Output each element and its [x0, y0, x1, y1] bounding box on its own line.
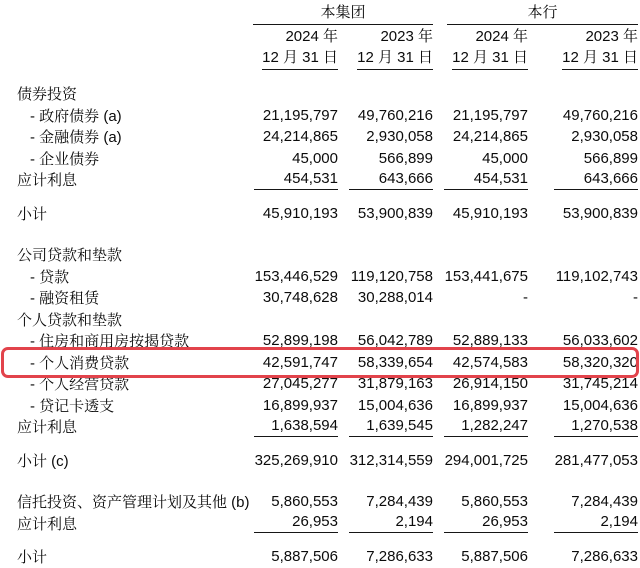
col-header-date-bank-2024: 12 月 31 日 [433, 46, 528, 70]
col-header-date-bank-2023: 12 月 31 日 [528, 46, 638, 70]
row-credit-card-overdrafts [0, 395, 640, 417]
value-cell: 56,033,602 [562, 332, 638, 350]
value-cell: 2,930,058 [571, 128, 638, 146]
row-accrued-interest-loans [0, 416, 640, 438]
underlined-value: 2,194 [349, 513, 433, 533]
row-accrued-interest-bonds [0, 169, 640, 191]
value-cell [433, 417, 528, 437]
value-cell: 45,000 [292, 149, 338, 167]
underlined-value: 2,194 [554, 513, 638, 533]
value-cell: 5,860,553 [461, 493, 528, 511]
value-cell: 58,320,320 [562, 353, 638, 371]
value-cell: 21,195,797 [262, 106, 338, 124]
row-label: - 住房和商用房按揭贷款 [30, 333, 190, 351]
group-header-the-group: 本集团 [253, 1, 433, 25]
col-header-year-group-2024: 2024 年 [285, 28, 338, 45]
value-cell: 49,760,216 [562, 106, 638, 124]
row-spacer [0, 191, 640, 203]
value-cell [528, 417, 638, 437]
value-cell [338, 170, 433, 190]
row-finance-leases [0, 287, 640, 309]
value-cell [338, 417, 433, 437]
value-cell: 119,102,743 [555, 267, 638, 285]
col-header-date-group-2023: 12 月 31 日 [338, 46, 433, 70]
underlined-value: 1,638,594 [254, 417, 338, 437]
row-label: 信托投资、资产管理计划及其他 (b) [17, 494, 250, 512]
value-cell: 52,889,133 [452, 332, 528, 350]
value-cell [338, 513, 433, 533]
row-label: 应计利息 [17, 419, 78, 437]
section-personal-loans [0, 309, 640, 331]
underlined-value: 454,531 [254, 170, 338, 190]
value-cell: 16,899,937 [262, 396, 338, 414]
value-cell: 281,477,053 [554, 451, 638, 469]
value-cell: 31,745,214 [562, 375, 638, 393]
row-government-bonds [0, 105, 640, 127]
row-label: - 贷款 [30, 268, 70, 286]
value-cell [433, 170, 528, 190]
value-cell: 45,000 [482, 149, 528, 167]
row-label: - 个人经营贷款 [30, 376, 130, 394]
value-cell: 26,914,150 [452, 375, 528, 393]
value-cell: 24,214,865 [262, 128, 338, 146]
row-label: 小计 [17, 205, 48, 223]
row-spacer [0, 471, 640, 491]
value-cell: 45,910,193 [452, 204, 528, 222]
row-loans [0, 266, 640, 288]
col-header-date-group-2024: 12 月 31 日 [244, 46, 338, 70]
col-header-year-bank-2023: 2023 年 [585, 28, 638, 45]
value-cell: 45,910,193 [262, 204, 338, 222]
row-spacer [0, 224, 640, 244]
value-cell: 49,760,216 [357, 106, 433, 124]
row-subtotal-loans [0, 450, 640, 472]
value-cell [244, 170, 338, 190]
row-label: 债券投资 [17, 86, 78, 104]
row-label: 应计利息 [17, 172, 78, 190]
underlined-value: 1,282,247 [444, 417, 528, 437]
col-header-year-group-2023: 2023 年 [380, 28, 433, 45]
value-cell: - [633, 289, 638, 307]
underlined-value: 643,666 [554, 170, 638, 190]
value-cell: - [523, 289, 528, 307]
value-cell: 325,269,910 [254, 451, 338, 469]
row-label: - 政府债券 (a) [30, 107, 122, 125]
value-cell: 566,899 [378, 149, 433, 167]
row-label: 小计 (c) [17, 452, 69, 470]
underlined-value: 26,953 [444, 513, 528, 533]
value-cell: 153,446,529 [254, 267, 338, 285]
value-cell: 15,004,636 [562, 396, 638, 414]
section-corporate-loans [0, 244, 640, 266]
value-cell: 58,339,654 [357, 353, 433, 371]
row-subtotal-trust [0, 546, 640, 568]
table-body [0, 83, 640, 568]
value-cell: 42,591,747 [262, 353, 338, 371]
value-cell: 30,748,628 [262, 289, 338, 307]
value-cell: 52,899,198 [262, 332, 338, 350]
value-cell: 30,288,014 [357, 289, 433, 307]
row-personal-consumer-loans [0, 352, 640, 374]
group-header-the-bank: 本行 [447, 1, 638, 25]
value-cell: 153,441,675 [444, 267, 528, 285]
row-label: 小计 [17, 549, 48, 567]
value-cell: 56,042,789 [357, 332, 433, 350]
row-label: - 企业债券 [30, 150, 100, 168]
row-label: 公司贷款和垫款 [17, 247, 123, 265]
value-cell: 7,286,633 [571, 548, 638, 566]
row-label: - 个人消费贷款 [30, 354, 130, 372]
underlined-value: 643,666 [349, 170, 433, 190]
underlined-value: 454,531 [444, 170, 528, 190]
value-cell: 294,001,725 [444, 451, 528, 469]
row-label: - 金融债券 (a) [30, 129, 122, 147]
value-cell: 7,286,633 [366, 548, 433, 566]
value-cell [433, 513, 528, 533]
value-cell: 53,900,839 [357, 204, 433, 222]
row-label: 应计利息 [17, 515, 78, 533]
value-cell: 2,930,058 [366, 128, 433, 146]
value-cell: 31,879,163 [357, 375, 433, 393]
value-cell: 7,284,439 [571, 493, 638, 511]
group-header-row [0, 4, 640, 25]
value-cell [244, 513, 338, 533]
row-subtotal-bonds [0, 203, 640, 225]
underlined-value: 26,953 [254, 513, 338, 533]
row-spacer [0, 438, 640, 450]
row-mortgage-loans [0, 330, 640, 352]
year-header-row [0, 25, 640, 46]
value-cell: 7,284,439 [366, 493, 433, 511]
underlined-value: 1,639,545 [349, 417, 433, 437]
row-label: - 贷记卡透支 [30, 397, 115, 415]
value-cell: 24,214,865 [452, 128, 528, 146]
row-spacer [0, 534, 640, 546]
value-cell: 16,899,937 [452, 396, 528, 414]
value-cell: 21,195,797 [452, 106, 528, 124]
value-cell: 119,120,758 [350, 267, 433, 285]
value-cell [528, 513, 638, 533]
header-gap [0, 70, 640, 83]
row-personal-business-loans [0, 373, 640, 395]
value-cell: 5,887,506 [271, 548, 338, 566]
row-label: 个人贷款和垫款 [17, 311, 123, 329]
value-cell [528, 170, 638, 190]
value-cell: 312,314,559 [349, 451, 433, 469]
value-cell: 15,004,636 [357, 396, 433, 414]
value-cell: 42,574,583 [452, 353, 528, 371]
underlined-value: 1,270,538 [554, 417, 638, 437]
section-bond-investments [0, 83, 640, 105]
value-cell: 566,899 [583, 149, 638, 167]
row-label: - 融资租赁 [30, 290, 100, 308]
value-cell [244, 417, 338, 437]
row-financial-bonds [0, 126, 640, 148]
value-cell: 53,900,839 [562, 204, 638, 222]
row-accrued-interest-trust [0, 513, 640, 535]
row-trust-investments [0, 491, 640, 513]
value-cell: 27,045,277 [262, 375, 338, 393]
value-cell: 5,860,553 [271, 493, 338, 511]
row-corporate-bonds [0, 148, 640, 170]
col-header-year-bank-2024: 2024 年 [475, 28, 528, 45]
value-cell: 5,887,506 [461, 548, 528, 566]
date-header-row [0, 46, 640, 70]
